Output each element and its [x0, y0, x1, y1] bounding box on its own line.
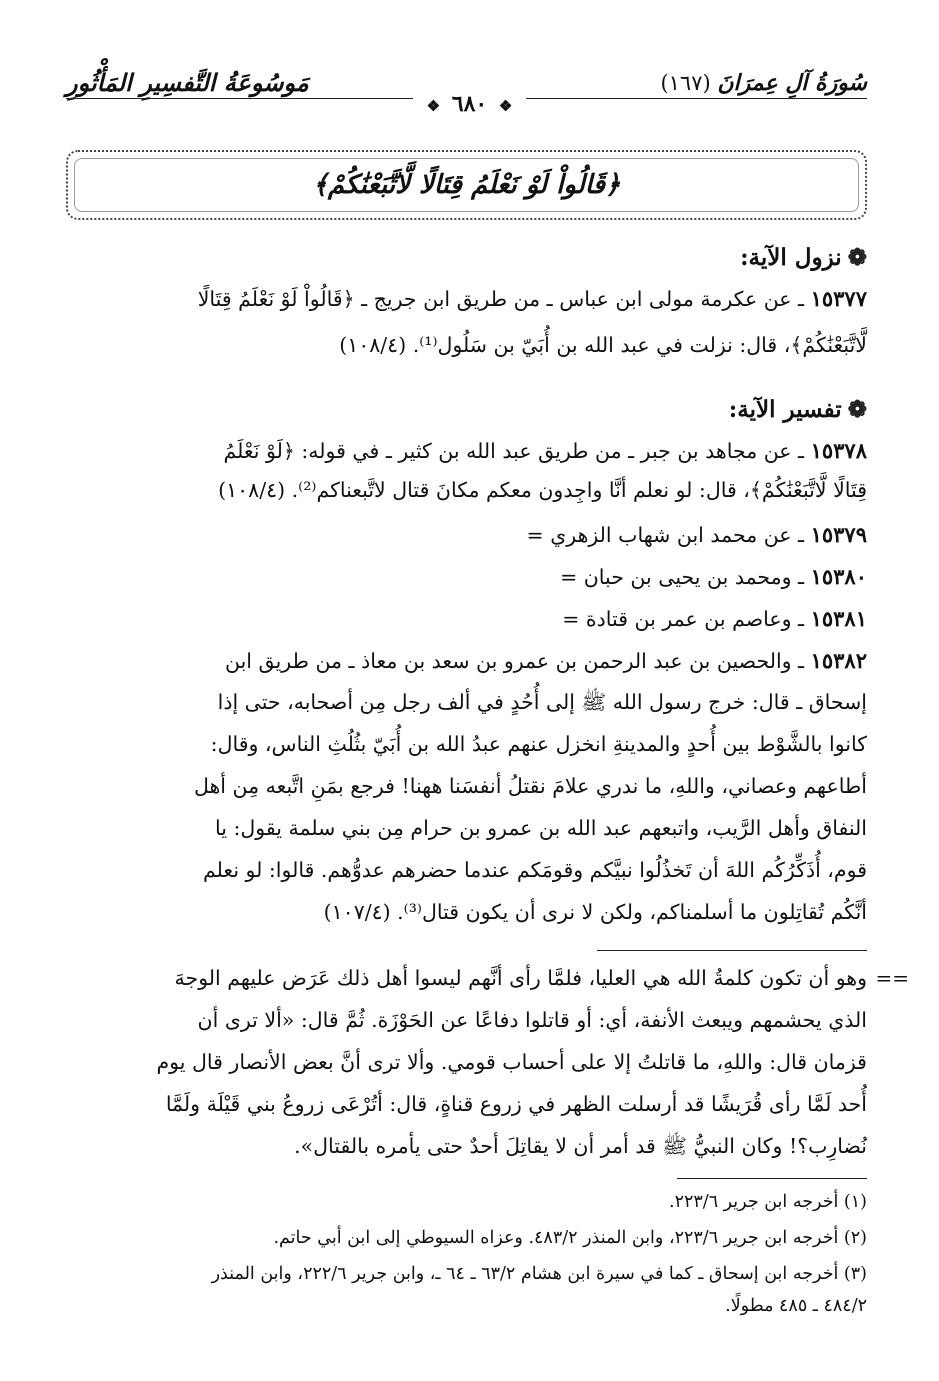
- paragraph-15382-line2: إسحاق ـ قال: خرج رسول الله ﷺ إلى أُحُدٍ في ألف رجل مِن أصحابه، حتى إذا: [217, 690, 867, 714]
- paragraph-text: ـ وعاصم بن عمر بن قتادة =: [562, 607, 805, 631]
- paragraph-15377-line2: لَّاتَّبَعْنَٰكُمْ﴾، قال: نزلت في عبد الله بن أُبَيّ بن سَلُول⁽¹⁾. (١٠٨/٤): [339, 333, 867, 357]
- paragraph-text: ـ عن محمد ابن شهاب الزهري =: [526, 523, 805, 547]
- paragraph-text: ـ والحصين بن عبد الرحمن بن عمرو بن سعد بن معاذ ـ من طريق ابن: [224, 649, 805, 673]
- ornament-right-icon: ❖: [498, 97, 513, 115]
- page-number: [413, 91, 527, 117]
- paragraph-number: ١٥٣٧٩: [810, 522, 867, 547]
- paragraph-15378-line1: [66, 438, 867, 463]
- paragraph-15380: [66, 564, 867, 589]
- verse-frame: [66, 150, 867, 220]
- page-number-wrap: [0, 91, 939, 117]
- footnote-3-line2: ٤٨٤/٢ ـ ٤٨٥ مطولًا.: [725, 1296, 867, 1316]
- paragraph-number: ١٥٣٨٠: [810, 564, 867, 589]
- footnote-3-line1: (٣) أخرجه ابن إسحاق ـ كما في سيرة ابن هشام ٦٣/٢ ـ ٦٤ ـ، وابن جرير ٢٢٢/٦، وابن المنذر: [211, 1264, 867, 1284]
- paragraph-15382-line3: كانوا بالشَّوْط بين أُحدٍ والمدينةِ انخزل عنهم عبدُ الله بن أُبَيّ بثُلُثِ الناس، وقال:: [210, 732, 867, 756]
- paragraph-15382-line5: النفاق وأهل الرَّيب، واتبعهم عبد الله بن عمرو بن حرام مِن بني سلمة يقول: يا: [215, 816, 867, 840]
- heading-text: نزول الآية:: [740, 244, 842, 271]
- paragraph-text: ـ عن مجاهد بن جبر ـ من طريق عبد الله بن كثير ـ في قوله: ﴿لَوْ نَعْلَمُ: [223, 439, 805, 463]
- ornament-left-icon: ❖: [426, 97, 441, 115]
- continued-note-line2: الذي يحشمهم ويبعث الأنفة، أي: أو قاتلوا دفاعًا عن الحَوْزَة. ثُمَّ قال: «ألا ترى أن: [197, 1008, 867, 1032]
- paragraph-15378-line2: قِتَالًا لَّاتَّبَعْنَٰكُمْ﴾، قال: لو نعلم أنَّا واجِدون معكم مكانَ قتال لاتَّبعناكم⁽²⁾. (١٠٨/٤): [218, 478, 867, 502]
- continued-note-line1: وهو أن تكون كلمةُ الله هي العليا، فلمَّا رأى أنَّهم ليسوا أهل ذلك عَرَض عليهم الوجهَ: [174, 966, 867, 990]
- paragraph-text: ـ عن عكرمة مولى ابن عباس ـ من طريق ابن جريج ـ ﴿قَالُواْ لَوْ نَعْلَمُ قِتَالًا: [197, 287, 805, 311]
- paragraph-15382-line4: أطاعهم وعصاني، واللهِ، ما ندري علامَ نقتلُ أنفسَنا ههنا! فرجع بمَنِ اتَّبعه مِن أهل: [193, 774, 867, 798]
- continued-note-line5: نُضارِب؟! وكان النبيُّ ﷺ قد أمر أن لا يقاتِلَ أحدٌ حتى يأمره بالقتال».: [294, 1134, 867, 1158]
- footnote-separator: [677, 1178, 867, 1179]
- page-number-text: ٦٨٠: [451, 91, 488, 117]
- continued-note-line4: أُحد لَمَّا رأى قُرَيشًا قد أرسلت الظهر في زروع قناةٍ، قال: أتُرْعَى زروعُ بني قَيْلَة ولَمَّا: [165, 1092, 867, 1116]
- paragraph-15382-line1: [66, 648, 867, 673]
- heading-text: تفسير الآية:: [728, 396, 842, 423]
- paragraph-15377-line1: [66, 286, 867, 311]
- paragraph-15382-line6: قوم، أُذَكِّرُكُم اللهَ أن تَخذُلُوا نبيَّكم وقومَكم عندما حضرهم عدوُّهم. قالوا: لو نعلم: [203, 858, 867, 882]
- sura-name: سُورَةُ آلِ عِمرَانَ: [717, 70, 867, 96]
- section-heading-tafsir: [729, 396, 867, 423]
- flower-icon: ❁: [847, 396, 867, 423]
- paragraph-number: ١٥٣٨١: [810, 606, 867, 631]
- verse-text: ﴿قَالُواْ لَوْ نَعْلَمُ قِتَالًا لَّاتَّبَعْنَٰكُمْ﴾: [312, 170, 621, 200]
- paragraph-number: ١٥٣٨٢: [810, 648, 867, 673]
- paragraph-15379: [66, 522, 867, 547]
- verse-frame-inner: [74, 158, 859, 212]
- notes-separator: [597, 950, 867, 951]
- paragraph-15381: [66, 606, 867, 631]
- paragraph-15382-line7: أنَّكُم تُقاتِلون ما أسلمناكم، ولكن لا نرى أن يكون قتال⁽³⁾. (١٠٧/٤): [323, 900, 867, 924]
- continuation-marker: ==: [875, 966, 909, 990]
- paragraph-text: ـ ومحمد بن يحيى بن حبان =: [560, 565, 805, 589]
- continued-note-line3: قزمان قال: واللهِ، ما قاتلتُ إلا على أحساب قومي. وألا ترى أنَّ بعض الأنصار قال يوم: [156, 1050, 867, 1074]
- footnote-1: (١) أخرجه ابن جرير ٢٢٣/٦.: [669, 1192, 867, 1212]
- flower-icon: ❁: [847, 244, 867, 271]
- verse-reference: (١٦٧): [660, 71, 711, 95]
- section-heading-nuzul: [740, 244, 867, 271]
- book-title: مَوسُوعَةُ التَّفسِيرِ المَأْثُورِ: [66, 68, 309, 97]
- paragraph-number: ١٥٣٧٧: [810, 286, 867, 311]
- paragraph-number: ١٥٣٧٨: [810, 438, 867, 463]
- footnote-2: (٢) أخرجه ابن جرير ٢٢٣/٦، وابن المنذر ٤٨٣/٢. وعزاه السيوطي إلى ابن أبي حاتم.: [273, 1228, 867, 1248]
